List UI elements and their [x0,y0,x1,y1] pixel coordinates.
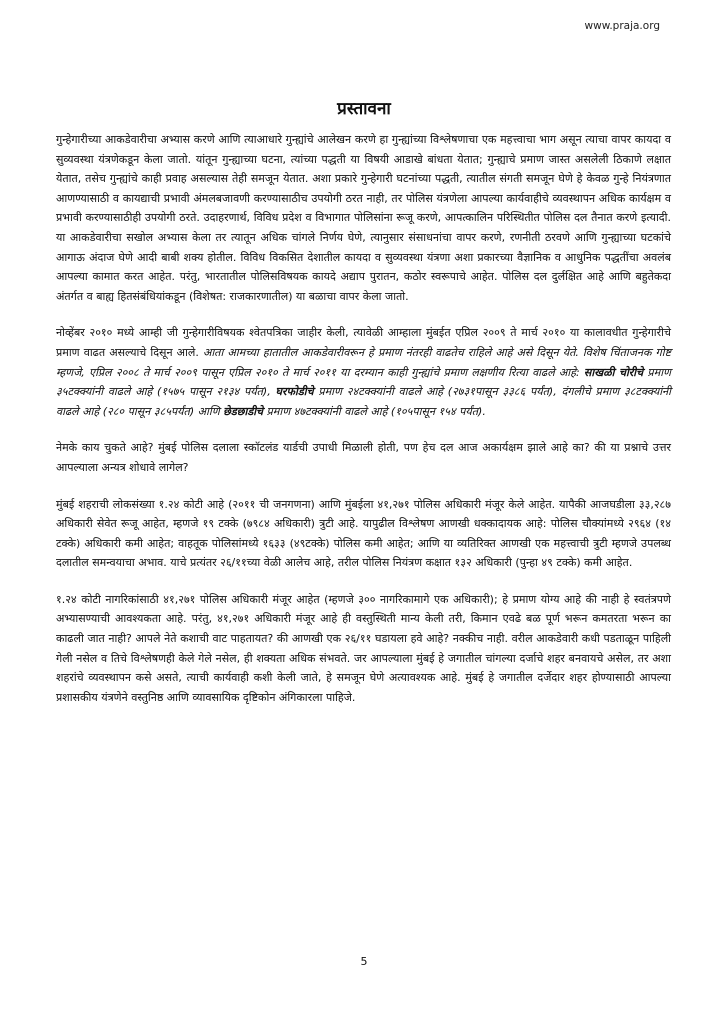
header-url: www.praja.org [584,20,660,32]
paragraph-3: नेमके काय चुकते आहे? मुंबई पोलिस दलाला स्कॉटलंड यार्डची उपाधी मिळाली होती, पण हेच दल आज अकार्यक्षम झाले आहे का? की या प्रश्नाचे उत्तर आपल्याला अन्यत्र शोधावे लागेल? [56,441,671,474]
paragraph-1: गुन्हेगारीच्या आकडेवारीचा अभ्यास करणे आणि त्याआधारे गुन्ह्यांचे आलेखन करणे हा गुन्ह्यांच्या विश्लेषणाचा एक महत्त्वाचा भाग असून त्याचा वापर कायदा व सुव्यवस्था यंत्रणेकडून केला जातो. यांतून गुन्ह्याच्या घटना, त्यांच्या पद्धती या विषयी आडाखे बांधता येतात; गुन्ह्याचे प्रमाण जास्त असलेली ठिकाणे लक्षात येतात, तसेच गुन्ह्यांचे काही प्रवाह असल्यास तेही समजून येतात. अशा प्रकारे गुन्हेगारी घटनांच्या पद्धती, त्यातील संगती समजून घेणे हे केवळ गुन्हे नियंत्रणात आणण्यासाठी व कायद्याची प्रभावी अंमलबजावणी करण्यासाठीच उपयोगी ठरत नाही, तर पोलिस यंत्रणेला आपल्या कार्यवाहीचे व्यवस्थापन अधिक कार्यक्षम व प्रभावी करण्यासाठीही उपयोगी ठरते. उदाहरणार्थ, विविध प्रदेश व विभागात पोलिसांना रूजू करणे, आपत्कालिन परिस्थितीत पोलिस दल तैनात करणे इत्यादी. या आकडेवारीचा सखोल अभ्यास केला तर त्यातून अधिक चांगले निर्णय घेणे, त्यानुसार संसाधनांचा वापर करणे, रणनीती ठरवणे आणि गुन्ह्याच्या घटकांचे आगाऊ अंदाज घेणे आदी बाबी शक्य होतील. विविध विकसित देशातील कायदा व सुव्यवस्था यंत्रणा अशा प्रकारच्या वैज्ञानिक व आधुनिक पद्धतींचा अवलंब आपल्या कामात करत आहेत. परंतु, भारतातील पोलिसविषयक कायदे अद्याप पुरातन, कठोर स्वरूपाचे आहेत. पोलिस दल दुर्लक्षित आहे आणि बहुतेकदा अंतर्गत व बाह्य हितसंबंधियांकडून (विशेषत: राजकारणातील) या बळाचा वापर केला जातो. [56,133,671,303]
page-number: 5 [360,955,368,968]
keyword-molestation: छेडछाडीचे [223,404,264,418]
paragraph-4: मुंबई शहराची लोकसंख्या १.२४ कोटी आहे (२०११ ची जनगणना) आणि मुंबईला ४१,२७१ पोलिस अधिकारी मंजूर केले आहेत. यापैकी आजघडीला ३३,२८७ अधिकारी सेवेत रूजू आहेत, म्हणजे १९ टक्के (७९८४ अधिकारी) त्रुटी आहे. यापुढील विश्लेषण आणखी धक्कादायक आहे: पोलिस चौक्यांमध्ये २९६४ (१४ टक्के) अधिकारी कमी आहेत; वाहतूक पोलिसांमध्ये १६३३ (४९टक्के) पोलिस कमी आहेत; आणि या व्यतिरिक्त आणखी एक महत्त्वाची त्रुटी म्हणजे उपलब्ध दलातील समन्वयाचा अभाव. याचे प्रत्यंतर २६/११च्या वेळी आलेच आहे, तरील पोलिस नियंत्रण कक्षात १३२ अधिकारी (पुन्हा ४९ टक्के) कमी आहेत. [56,497,671,570]
page-title: प्रस्तावना [337,99,391,119]
paragraph-5: १.२४ कोटी नागरिकांसाठी ४१,२७१ पोलिस अधिकारी मंजूर आहेत (म्हणजे ३०० नागरिकामागे एक अधिकारी); हे प्रमाण योग्य आहे की नाही हे स्वतंत्रपणे अभ्यासण्याची आवश्यकता आहे. परंतु, ४१,२७१ अधिकारी मंजूर आहे ही वस्तुस्थिती मान्य केली तरी, किमान एवढे बळ पूर्ण भरून कमतरता भरून का काढली जात नाही? आपले नेते कशाची वाट पाहतायत? की आणखी एक २६/११ घडायला हवे आहे? नक्कीच नाही. वरील आकडेवारी कधी पडताळून पाहिली गेली नसेल व तिचे विश्लेषणही केले गेले नसेल, ही शक्यता अधिक संभवते. जर आपल्याला मुंबई हे जगातील चांगल्या दर्जाचे शहर बनवायचे असेल, तर अशा शहरांचे व्यवस्थापन कसे असते, त्याची कार्यवाही कशी केली जाते, हे समजून घेणे अत्यावश्यक आहे. मुंबई हे जगातील दर्जेदार शहर होण्यासाठी आपल्या प्रशासकीय यंत्रणेने वस्तुनिष्ठ आणि व्यावसायिक दृष्टिकोन अंगिकारला पाहिजे. [56,592,671,704]
keyword-chain-snatching: साखळी चोरीचे [583,365,644,379]
paragraph-2 [56,323,671,421]
document-body [56,130,671,724]
paragraph-2-sentence-4: प्रमाण २४टक्क्यांनी वाढले आहे (२७३१पासून ३३८६ पर्यंत), दंगलीचे प्रमाण ३८टक्क्यांनी वाढले आहे (२८० पासून ३८५पर्यंत) आणि [56,385,672,418]
keyword-burglary: घरफोडीचे [275,385,314,399]
paragraph-2-sentence-3: प्रमाण ३५टक्क्यांनी वाढले आहे (१५७५ पासून २१३४ पर्यंत), [56,365,671,399]
paragraph-2-sentence-5: प्रमाण ४७टक्क्यांनी वाढले आहे (१०५पासून १५४ पर्यंत). [266,404,486,418]
paragraph-2-sentence-2: आता आमच्या हातातील आकडेवारीवरून हे प्रमाण नंतरही वाढतेच राहिले आहे असे दिसून येते. विशेष चिंताजनक गोष्ट म्हणजे, एप्रिल २००८ ते मार्च २००९ पासून एप्रिल २०१० ते मार्च २०११ या दरम्यान काही गुन्ह्यांचे प्रमाण लक्षणीय रित्या वाढले आहे: [56,345,671,379]
paragraph-2-sentence-1: नोव्हेंबर २०१० मध्ये आम्ही जी गुन्हेगारीविषयक श्वेतपत्रिका जाहीर केली, त्यावेळी आम्हाला मुंबईत एप्रिल २००९ ते मार्च २०१० या कालावधीत गुन्हेगारीचे प्रमाण वाढत असल्याचे दिसून आले. [56,326,671,359]
